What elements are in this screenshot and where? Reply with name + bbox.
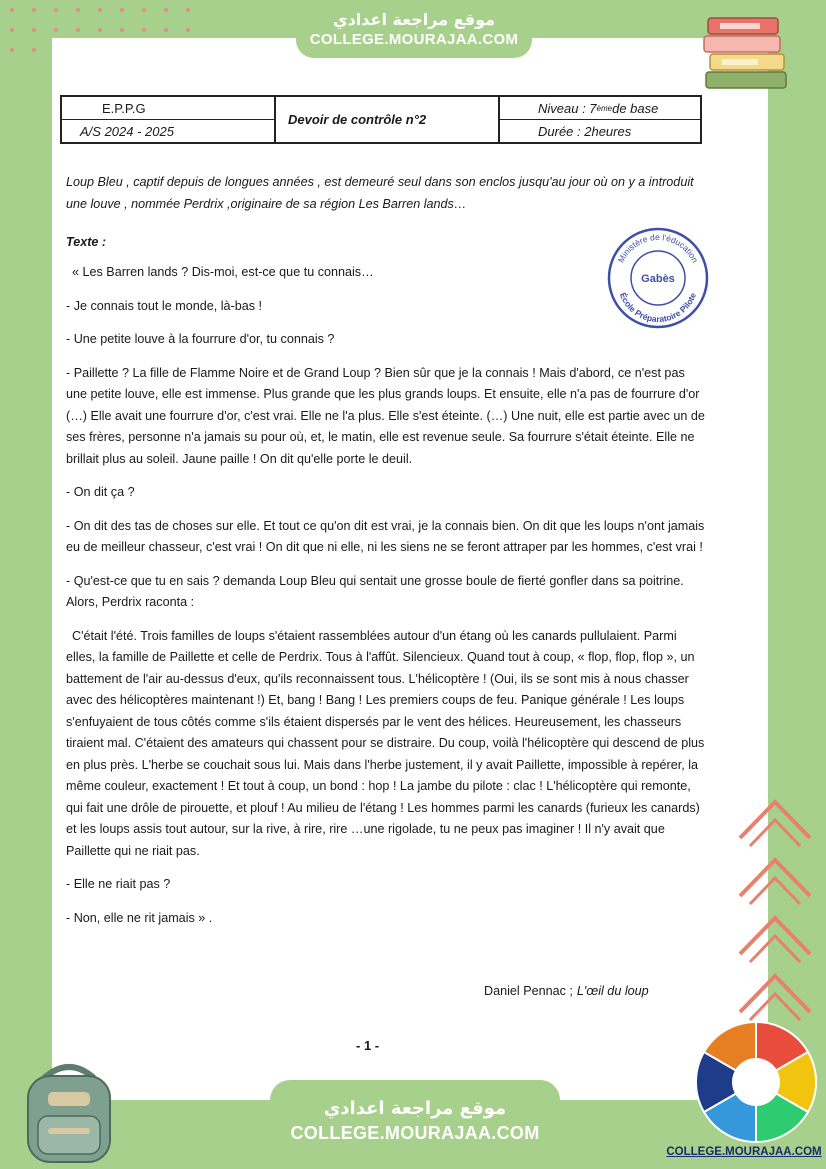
exam-title: Devoir de contrôle n°2 — [276, 97, 500, 142]
duration: Durée : 2heures — [500, 119, 700, 142]
site-banner-bottom[interactable] — [270, 1080, 560, 1169]
chevron-up-icon — [732, 848, 818, 908]
paragraph: - On dit des tas de choses sur elle. Et tout ce qu'on dit est vrai, je la connais bien. On dit que les loups n'ont jamais eu de meilleur chasseur, c'est vrai ! On dit que ni elle, ni les siens ne se feront attraper par les hommes, c'est vrai ! — [66, 518, 705, 554]
paragraph: - Paillette ? La fille de Flamme Noire et de Grand Loup ? Bien sûr que je la connais ! Mais d'abord, ce n'est pas une petite louve, elle est immense. Plus grande que les plus grands loups. Et ensuite, elle n'a pas de fourrure d'or (…) Elle avait une fourrure d'or, c'est vrai. Elle ne l'a plus. Elle s'est éteinte. (…) Une nuit, elle est partie avec un de ses frères, personne n'a jamais su pour où, et, le matin, elle est revenue seule. Sa fourrure s'était éteinte. Elle ne brillait plus au soleil. Jaune paille ! On dit qu'elle porte le deuil. — [66, 365, 705, 466]
author-name: Daniel Pennac ; — [484, 984, 573, 998]
level: Niveau : 7 ème de base — [538, 100, 659, 116]
logo-caption[interactable]: COLLEGE.MOURAJAA.COM — [666, 1146, 822, 1158]
chevron-up-icon — [732, 790, 818, 850]
passage-body — [66, 262, 706, 941]
intro-text: Loup Bleu , captif depuis de longues années , est demeuré seul dans son enclos jusqu'au jour où on y a introduit une louve , nommée Perdrix ,originaire de sa région Les Barren lands… — [66, 175, 694, 211]
paragraph: - Une petite louve à la fourrure d'or, tu connais ? — [66, 332, 335, 346]
chevron-up-icon — [732, 906, 818, 966]
site-banner-top[interactable] — [296, 0, 532, 58]
paragraph: - Non, elle ne rit jamais » . — [66, 910, 213, 925]
school-year: A/S 2024 - 2025 — [62, 119, 274, 142]
subjects-wheel-logo[interactable] — [694, 1020, 818, 1144]
paragraph: « Les Barren lands ? Dis-moi, est-ce que tu connais… — [72, 265, 374, 279]
paragraph: - Je connais tout le monde, là-bas ! — [66, 298, 263, 313]
paragraph: C'était l'été. Trois familles de loups s'étaient rassemblées autour d'un étang où les canards pullulaient. Parmi elles, la famille de Paillette et celle de Perdrix. Tous à l'affût. Silencieux. Quand tout à coup, « flop, flop, flop », un battement de l'air au-dessus d'eux, qu'ils reconnaissent tous. L'hélicoptère ! (Oui, ils se sont mis à nous chasser avec des hélicoptères maintenant !) Et, bang ! Bang ! Les premiers coups de feu. Panique générale ! Les loups s'enfuyaient de tous côtés comme s'ils étaient dispersés par le vent des hélices. Heureusement, les chasseurs tiraient mal. C'étaient des amateurs qui chassent pour se distraire. Du coup, voilà l'hélicoptère qui descend de plus en plus près. L'herbe se couchait sous lui. Mais dans l'herbe justement, il y avait Paillette, impossible à repérer, la même couleur, exactement ! Et tout à coup, un bond : hop ! La jambe du pilote : clac ! L'hélicoptère qui remonte, qui fait une drôle de pirouette, et plouf ! Au milieu de l'étang ! Les hommes parmi les canards (furieux les canards) et les loups assis tout autour, sur la rive, à rire, rire …une rigolade, tu ne peux pas imaginer ! Il n'y avait que Paillette qui ne riait pas. — [66, 628, 705, 858]
paragraph: - Qu'est-ce que tu en sais ? demanda Loup Bleu qui sentait une grosse boule de fierté gonfler dans sa poitrine. Alors, Perdrix raconta : — [66, 573, 684, 609]
site-arabic-title: موقع مراجعة اعدادي — [323, 1098, 507, 1119]
chevron-up-icon — [732, 964, 818, 1024]
site-arabic-title: موقع مراجعة اعدادي — [332, 10, 496, 29]
site-domain: COLLEGE.MOURAJAA.COM — [290, 1123, 540, 1143]
books-illustration — [698, 14, 790, 94]
school-name: E.P.P.G — [102, 100, 146, 116]
text-label: Texte : — [66, 235, 107, 249]
stamp-top-text: Ministère de l'éducation — [615, 231, 701, 265]
signature — [484, 984, 649, 998]
paragraph: - On dit ça ? — [66, 485, 135, 499]
exam-header-table — [60, 95, 702, 144]
stamp-bottom-text: École Préparatoire Pilote — [617, 291, 699, 325]
page-number: - 1 - — [356, 1038, 380, 1053]
site-domain: COLLEGE.MOURAJAA.COM — [309, 31, 519, 48]
paragraph: - Elle ne riait pas ? — [66, 877, 171, 891]
stamp-center-text: Gabès — [641, 273, 675, 285]
work-title: L'œil du loup — [576, 984, 649, 998]
backpack-illustration — [14, 1058, 124, 1164]
